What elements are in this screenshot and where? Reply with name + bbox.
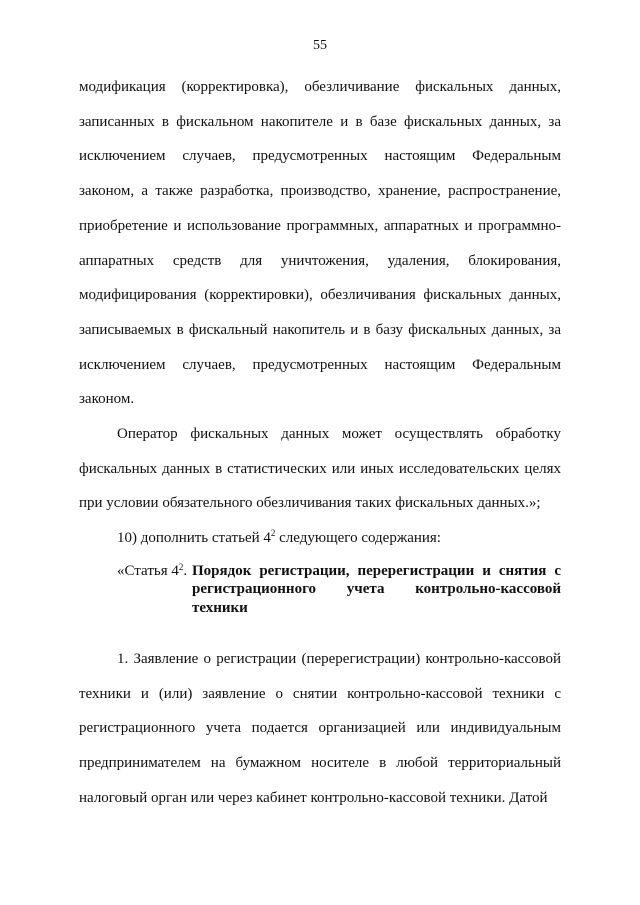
paragraph-prohibited-actions: модификация (корректировка), обезличивание фискальных данных, записанных в фискальном накопителе и в базе фискальных данных, за исключением случаев, предусмотренных настоящим Федеральным законом, а также разработка, производство, хранение, распространение, приобретение и использование программных, аппаратных и программно-аппаратных средств для уничтожения, удаления, блокирования, модифицирования (корректировки), обезличивания фискальных данных, записываемых в фискальный накопитель и в базу фискальных данных, за исключением случаев, предусмотренных настоящим Федеральным законом. <box>79 79 561 408</box>
article-number-text: «Статья 4 <box>117 562 179 579</box>
amendment-superscript: 2 <box>270 528 276 539</box>
article-number-dot: . <box>183 562 188 579</box>
amendment-text-end: следующего содержания: <box>275 530 441 547</box>
amendment-item-10 <box>79 521 561 556</box>
paragraph-application: 1. Заявление о регистрации (перерегистрации) контрольно-кассовой техники и (или) заявление о снятии контрольно-кассовой техники с регистрационного учета подается организацией или индивидуальным предпринимателем на бумажном носителе в любой территориальный налоговый орган или через кабинет контрольно-кассовой техники. Датой <box>79 650 561 806</box>
document-body <box>79 70 561 815</box>
article-heading <box>79 562 561 616</box>
amendment-text-start: 10) дополнить статьей 4 <box>117 530 271 547</box>
paragraph-statistical-processing: Оператор фискальных данных может осуществлять обработку фискальных данных в статистических или иных исследовательских целях при условии обязательного обезличивания таких фискальных данных.»; <box>79 426 561 512</box>
article-number-superscript: 2 <box>178 561 184 572</box>
article-number <box>117 562 187 581</box>
page-number: 55 <box>313 38 327 53</box>
article-title: Порядок регистрации, перерегистрации и снятия с регистрационного учета контрольно-кассовой техники <box>192 562 561 616</box>
